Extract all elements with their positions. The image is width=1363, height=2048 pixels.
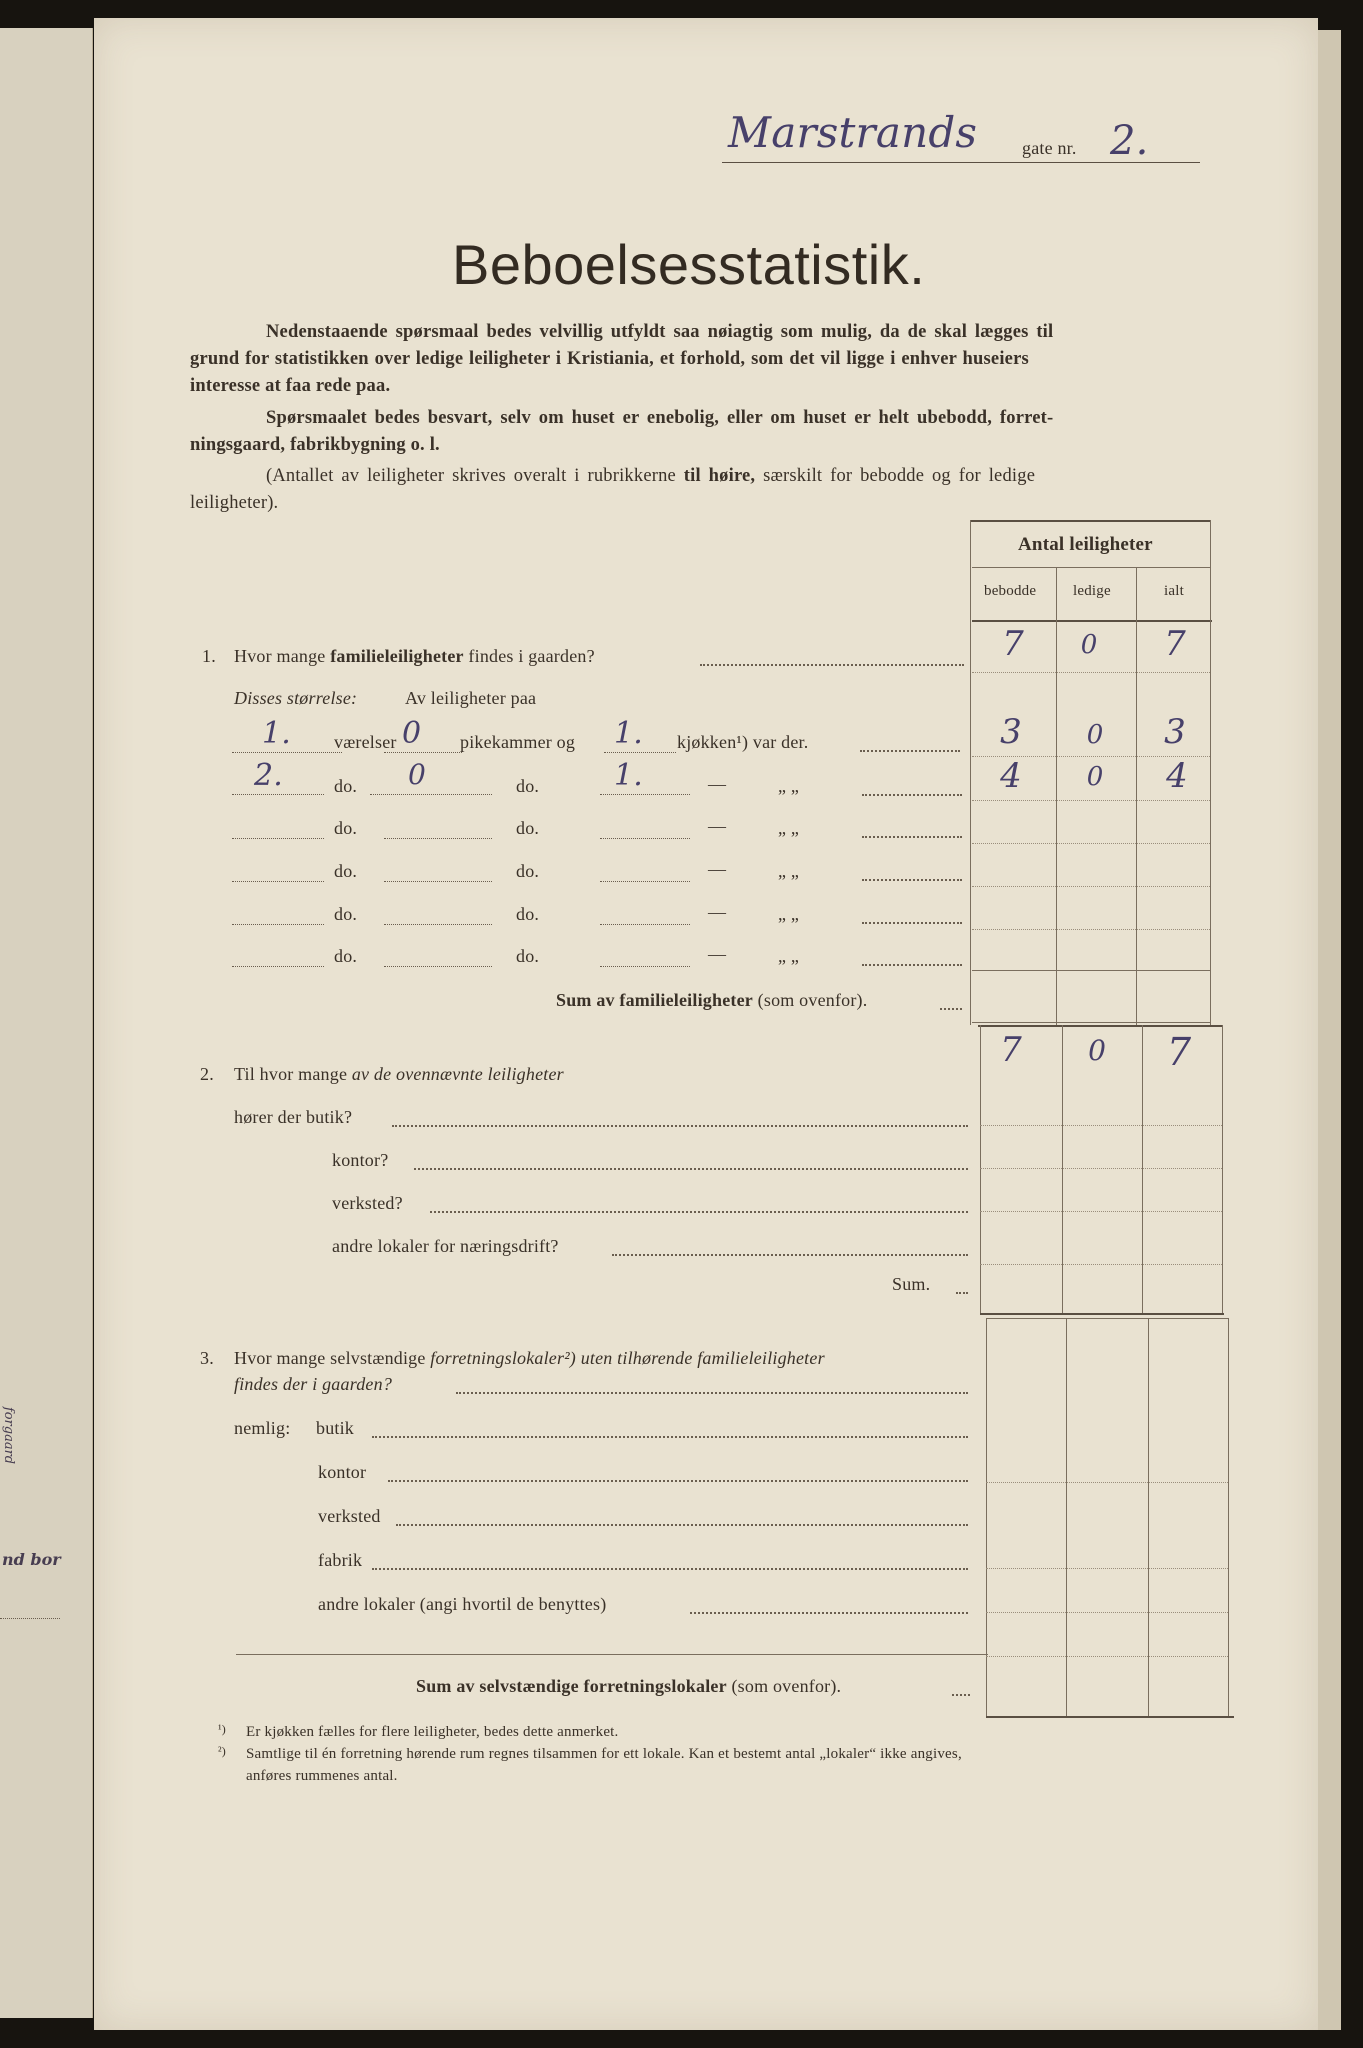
table-section2-top: [978, 1025, 1222, 1027]
size-row-quote: „ „: [778, 776, 800, 796]
blank-line: [232, 881, 324, 882]
footnote-2-mark: ²): [218, 1744, 226, 1758]
size-row-quote: „ „: [778, 946, 800, 966]
size-row-rooms-line: [232, 794, 324, 795]
blank-line: [384, 881, 492, 882]
size-row-ialt: 4: [1166, 756, 1188, 796]
q3-sum-label: [416, 1676, 841, 1697]
q3-leader: [372, 1436, 968, 1438]
table-row-rule: [972, 929, 1210, 930]
size-row-leader: [862, 879, 962, 881]
q3-number: 3.: [200, 1348, 214, 1368]
q1-ialt-value: 7: [1164, 624, 1186, 664]
q3-text-b: forretningslokaler²) uten tilhørende familieleiligheter: [430, 1348, 825, 1368]
adjacent-page: [0, 28, 93, 2018]
left-page-rule: [0, 1618, 60, 1619]
size-row-bebodde: 4: [1000, 756, 1022, 796]
intro-p2-line1: Spørsmaalet bedes besvart, selv om huset er enebolig, eller om huset er helt ubebodd, forret-: [266, 408, 1054, 428]
size-row-kitchen-line: [604, 752, 676, 753]
table-row-rule: [972, 1022, 1210, 1023]
size-row-do: do.: [334, 904, 358, 924]
size-row-quote: „ „: [778, 904, 800, 924]
size-row-dash: —: [708, 944, 727, 964]
q2-leader: [414, 1168, 968, 1170]
table-section2-bottom: [980, 1313, 1224, 1315]
intro-p2-line2: ningsgaard, fabrikbygning o. l.: [190, 435, 440, 455]
q2-leader: [392, 1125, 968, 1127]
q3-leader: [456, 1392, 968, 1394]
intro-p1-line2: grund for statistikken over ledige leiligheter i Kristiania, et forhold, som det vil ligge i enhver huseiers: [190, 349, 1029, 369]
table-row-rule: [972, 800, 1210, 801]
footnote-1: Er kjøkken fælles for flere leiligheter, bedes dette anmerket.: [246, 1724, 619, 1740]
q2-andre: andre lokaler for næringsdrift?: [332, 1236, 559, 1256]
size-row-dash: —: [708, 902, 727, 922]
q1-text-c: findes i gaarden?: [463, 646, 595, 666]
q1-sum-a: Sum av familieleiligheter: [556, 990, 753, 1010]
table-col-line: [986, 1318, 987, 1718]
q3-leader: [396, 1524, 968, 1526]
q3-text-a: Hvor mange selvstændige: [234, 1348, 431, 1368]
table-header-bottom: [972, 620, 1212, 622]
table-col-line: [1228, 1318, 1229, 1718]
size-row-do: do.: [334, 861, 358, 881]
q2-text-b: av de ovennævnte leiligheter: [351, 1064, 564, 1084]
blank-line: [384, 838, 492, 839]
table-row-rule: [980, 1264, 1222, 1265]
size-row-quote: „ „: [778, 861, 800, 881]
q2-leader: [430, 1211, 968, 1213]
size-row-maid-line: [384, 752, 462, 753]
size-row-maid-label: pikekammer og: [460, 732, 576, 752]
size-row-leader: [862, 964, 962, 966]
q3-fabrik: fabrik: [318, 1550, 363, 1570]
table-title: Antal leiligheter: [1018, 534, 1153, 555]
q1-leader: [700, 664, 964, 666]
size-row-rooms-label: værelser: [334, 732, 397, 752]
address-underline: [722, 162, 1200, 163]
q3-verksted: verksted: [318, 1506, 381, 1526]
q1-sum-b: (som ovenfor).: [752, 990, 868, 1010]
table-row-rule: [980, 1168, 1222, 1169]
q3-kontor: kontor: [318, 1462, 367, 1482]
size-row-do: do.: [334, 946, 358, 966]
q1-number: 1.: [202, 646, 216, 666]
house-number: 2.: [1110, 118, 1149, 164]
intro-p3-c: særskilt for bebodde og for ledige: [755, 466, 1036, 486]
q1-sum-ialt: 7: [1166, 1030, 1192, 1074]
q3-separator: [236, 1654, 988, 1655]
blank-line: [232, 838, 324, 839]
size-row-leader: [862, 836, 962, 838]
size-row-do-2: do.: [516, 904, 540, 924]
intro-p1-line3: interesse at faa rede paa.: [190, 376, 391, 396]
intro-p3-b: til høire,: [683, 466, 756, 486]
intro-p3-line1: [266, 466, 1035, 487]
size-row-maid: 0: [408, 758, 427, 791]
table-col-line: [1222, 1025, 1223, 1315]
left-page-margin-text: nd bor: [2, 1550, 61, 1569]
q1-ledige-value: 0: [1080, 630, 1098, 660]
intro-p3-line2: leiligheter).: [190, 493, 279, 513]
size-row-do-2: do.: [516, 946, 540, 966]
footnote-2-line1: Samtlige til én forretning hørende rum regnes tilsammen for ett lokale. Kan et bestemt antal „lokaler“ ikke angives,: [246, 1746, 962, 1762]
q1-sum-ledige: 0: [1088, 1034, 1106, 1067]
table-bottom-rule: [986, 1716, 1234, 1718]
q3-leader: [372, 1568, 968, 1570]
street-name: Marstrands: [728, 108, 978, 157]
size-row-kitchen: 1.: [614, 758, 644, 793]
table-row-rule: [986, 1568, 1228, 1569]
q1-sum-leader: [940, 1008, 962, 1010]
q2-butik: hører der butik?: [234, 1107, 353, 1127]
blank-line: [600, 881, 690, 882]
q1-bebodde-value: 7: [1002, 624, 1024, 664]
q1-text-a: Hvor mange: [234, 646, 331, 666]
table-col-line: [970, 520, 971, 1025]
gate-label: gate nr.: [1022, 138, 1077, 158]
size-row-do: do.: [334, 818, 358, 838]
table-col-line: [1148, 1318, 1149, 1718]
q1-sizes-label: Disses størrelse:: [234, 688, 358, 708]
size-row-dash: —: [708, 816, 727, 836]
col-bebodde: bebodde: [984, 583, 1037, 599]
blank-line: [600, 924, 690, 925]
page-title: Beboelsesstatistik.: [452, 233, 926, 296]
size-row-leader: [862, 794, 962, 796]
table-row-rule: [972, 843, 1210, 844]
footnote-2-line2: anføres rummenes antal.: [246, 1768, 398, 1784]
table-row-rule: [980, 1211, 1222, 1212]
col-ledige: ledige: [1073, 583, 1111, 599]
q3-butik: butik: [316, 1418, 355, 1438]
blank-line: [384, 924, 492, 925]
size-row-rooms: 2.: [254, 758, 284, 793]
q3-nemlig: nemlig:: [234, 1418, 291, 1438]
q2-leader: [612, 1254, 968, 1256]
q3-sum-leader: [952, 1694, 970, 1696]
q3-question: [234, 1348, 825, 1369]
size-row-do-2: do.: [516, 776, 540, 796]
size-row-ledige: 0: [1086, 762, 1104, 792]
q2-question: [234, 1064, 564, 1085]
table-top-rule: [970, 520, 1210, 522]
size-row-kitchen-line: [600, 794, 690, 795]
blank-line: [600, 966, 690, 967]
blank-line: [600, 838, 690, 839]
q3-text-c: findes der i gaarden?: [234, 1374, 393, 1394]
left-page-margin-text-2: forgaard: [1, 1406, 17, 1465]
size-row-ledige: 0: [1086, 720, 1104, 750]
q3-leader: [388, 1480, 968, 1482]
table-row-rule: [986, 1482, 1228, 1483]
q2-sum: Sum.: [892, 1274, 931, 1294]
intro-p3-a: (Antallet av leiligheter skrives overalt i rubrikkerne: [266, 466, 684, 486]
table-row-rule: [986, 1612, 1228, 1613]
q2-sum-leader: [956, 1292, 968, 1294]
q2-number: 2.: [200, 1064, 214, 1084]
q2-kontor: kontor?: [332, 1150, 389, 1170]
q3-leader: [690, 1612, 968, 1614]
size-row-bebodde: 3: [1000, 712, 1022, 752]
q3-sum-b: (som ovenfor).: [726, 1676, 842, 1696]
table-col-line: [1066, 1318, 1067, 1718]
blank-line: [232, 966, 324, 967]
size-row-ialt: 3: [1164, 712, 1186, 752]
size-row-leader: [862, 922, 962, 924]
table-row-rule: [980, 1125, 1222, 1126]
size-row-do: do.: [334, 776, 358, 796]
footnote-1-mark: ¹): [218, 1722, 226, 1736]
q1-text-b: familieleiligheter: [330, 646, 464, 666]
size-row-maid: 0: [402, 716, 422, 751]
q1-sum-bebodde: 7: [1000, 1030, 1022, 1070]
q1-question: [234, 646, 595, 667]
size-row-do-2: do.: [516, 818, 540, 838]
size-row-maid-line: [370, 794, 492, 795]
table-row-rule: [986, 1656, 1228, 1657]
size-row-dash: —: [708, 859, 727, 879]
intro-p1-line1: Nedenstaaende spørsmaal bedes velvillig utfyldt saa nøiagtig som mulig, da de skal lægges til: [266, 322, 1054, 342]
size-row-do-2: do.: [516, 861, 540, 881]
size-row-kitchen: 1.: [614, 716, 644, 751]
q3-andre: andre lokaler (angi hvortil de benyttes): [318, 1594, 607, 1614]
q2-text-a: Til hvor mange: [234, 1064, 352, 1084]
size-row-kitchen-label: kjøkken¹) var der.: [677, 732, 809, 752]
size-row-rooms-line: [232, 752, 342, 753]
col-ialt: ialt: [1164, 583, 1184, 599]
table-sub-rule: [972, 567, 1210, 568]
q2-verksted: verksted?: [332, 1193, 403, 1213]
blank-line: [384, 966, 492, 967]
q1-sum-label: [556, 990, 867, 1011]
q1-sizes-label-b: Av leiligheter paa: [405, 688, 537, 708]
size-row-dash: —: [708, 774, 727, 794]
table-col-line: [1136, 567, 1137, 1025]
table-row-rule: [972, 672, 1210, 673]
blank-line: [232, 924, 324, 925]
table-col-line: [1142, 1025, 1143, 1315]
table-section3-top: [986, 1318, 1228, 1319]
size-row-rooms: 1.: [262, 716, 292, 751]
table-row-rule: [972, 886, 1210, 887]
q3-sum-a: Sum av selvstændige forretningslokaler: [416, 1676, 727, 1696]
table-row-rule: [972, 970, 1210, 971]
table-col-line: [1062, 1025, 1063, 1315]
size-row-quote: „ „: [778, 818, 800, 838]
size-row-leader: [860, 750, 960, 752]
